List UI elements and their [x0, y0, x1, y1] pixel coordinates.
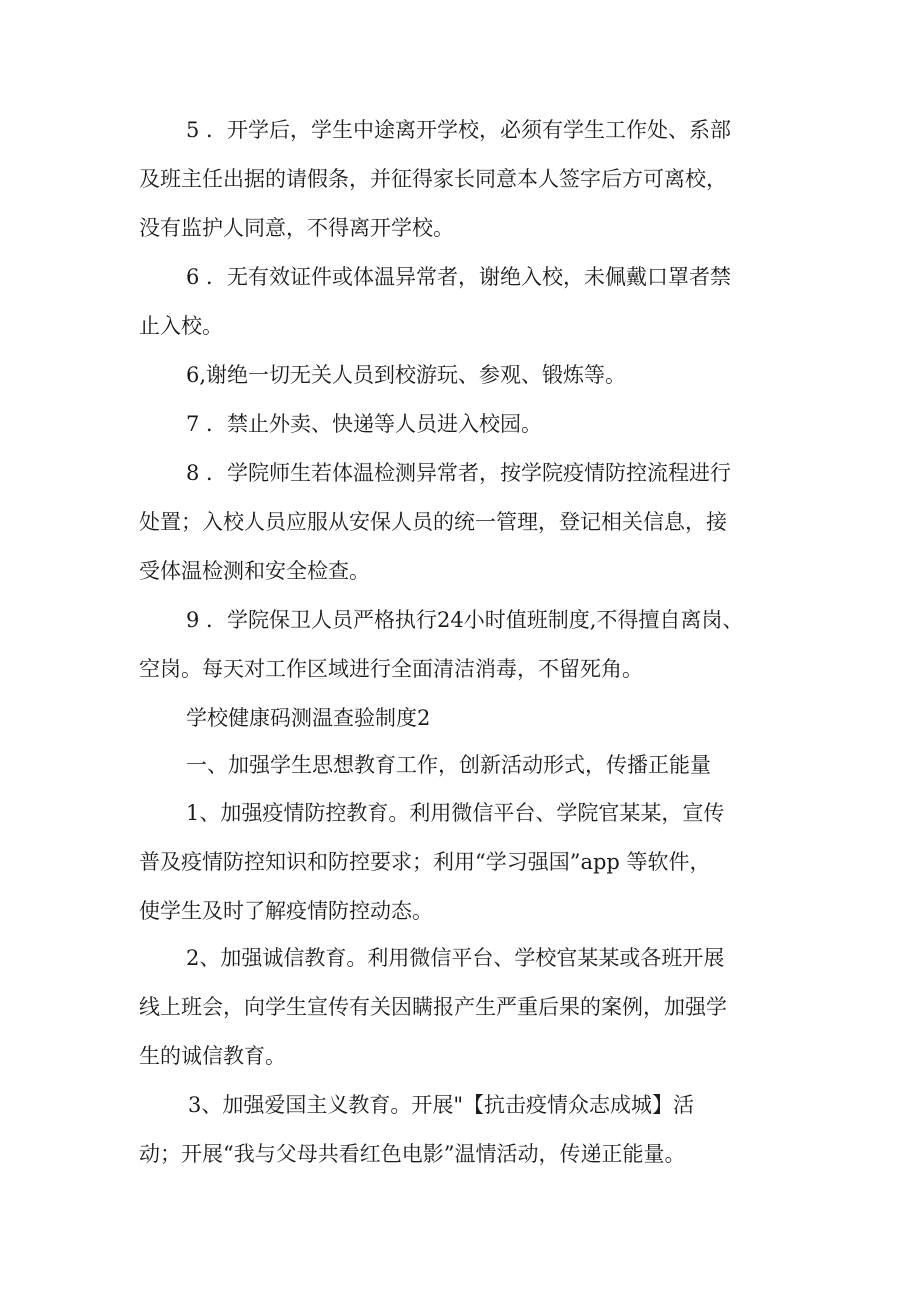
paragraph-point-2: [139, 934, 727, 1081]
text-line: 学校健康码测温查验制度2: [186, 706, 431, 730]
text-line: 止入校。: [139, 314, 223, 338]
paragraph-item-9-security: [139, 596, 743, 694]
text-line: 生的诚信教育。: [139, 1044, 286, 1068]
text-line: 一、加强学生思想教育工作，创新活动形式，传播正能量: [186, 753, 711, 777]
text-line: 9 ．学院保卫人员严格执行24小时值班制度,不得擅自离岗、: [186, 608, 744, 632]
paragraph-item-7-delivery: [139, 400, 542, 449]
paragraph-point-1: [139, 789, 724, 936]
text-line: 及班主任出据的请假条，并征得家长同意本人签字后方可离校，: [139, 167, 727, 191]
text-line: 动；开展“我与父母共看红色电影”温情活动，传递正能量。: [139, 1142, 686, 1166]
text-line: 使学生及时了解疫情防控动态。: [139, 899, 433, 923]
text-line: 8 ．学院师生若体温检测异常者，按学院疫情防控流程进行: [186, 461, 732, 485]
text-line: 6 ．无有效证件或体温异常者，谢绝入校，未佩戴口罩者禁: [186, 265, 732, 289]
text-line: 没有监护人同意，不得离开学校。: [139, 216, 454, 240]
text-line: 普及疫情防控知识和防控要求；利用“学习强国”app 等软件，: [139, 850, 711, 874]
text-line: 5 ．开学后，学生中途离开学校，必须有学生工作处、系部: [186, 118, 732, 142]
paragraph-point-3: [139, 1081, 694, 1179]
text-line: 空岗。每天对工作区域进行全面清洁消毒，不留死角。: [139, 657, 643, 681]
text-line: 7 ．禁止外卖、快递等人员进入校园。: [186, 412, 543, 436]
text-line: 2、加强诚信教育。利用微信平台、学校官某某或各班开展: [186, 946, 725, 970]
text-line: 6,谢绝一切无关人员到校游玩、参观、锻炼等。: [186, 363, 627, 387]
text-line: 处置；入校人员应服从安保人员的统一管理，登记相关信息，接: [139, 510, 727, 534]
paragraph-item-8-temperature: [139, 449, 731, 596]
section-title: [139, 694, 430, 743]
paragraph-item-6-entry: [139, 253, 731, 351]
text-line: 线上班会，向学生宣传有关因瞒报产生严重后果的案例，加强学: [139, 995, 727, 1019]
paragraph-item-5-leave: [139, 106, 731, 253]
text-line: 3、加强爱国主义教育。开展"【抗击疫情众志成城】活: [188, 1093, 695, 1117]
paragraph-item-6-visitors: [139, 351, 626, 400]
section-heading: [139, 741, 711, 790]
text-line: 1、加强疫情防控教育。利用微信平台、学院官某某，宣传: [186, 801, 725, 825]
text-line: 受体温检测和安全检查。: [139, 559, 370, 583]
